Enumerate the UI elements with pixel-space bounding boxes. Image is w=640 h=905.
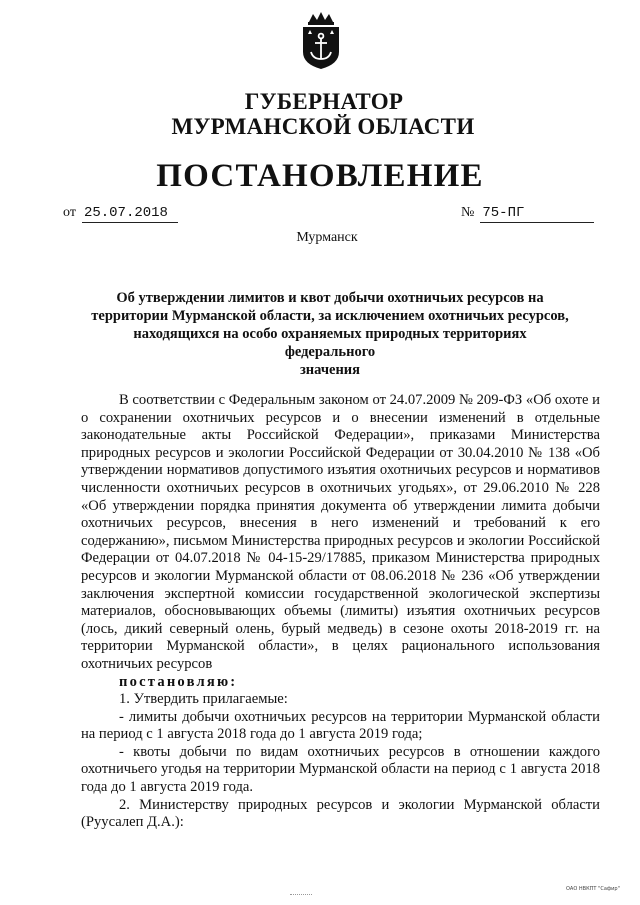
governor-title: ГУБЕРНАТОР (244, 89, 404, 114)
divider (290, 894, 312, 895)
decree-word: постановляю: (119, 673, 238, 690)
document-type: ПОСТАНОВЛЕНИЕ (156, 158, 484, 194)
date-row (63, 205, 178, 223)
coat-of-arms-icon (299, 12, 343, 70)
item-1-quotas: - квоты добычи по видам охотничьих ресурсов в отношении каждого охотничьего угодья на территории Мурманской области на период с 1 августа 2018 года до 1 августа 2019 года. (81, 743, 600, 796)
printer-mark: ОАО НВКПТ "Сафир" (566, 886, 620, 892)
document-title (90, 289, 570, 379)
title-line: находящихся на особо охраняемых природных территориях федерального (133, 326, 527, 360)
item-2: 2. Министерству природных ресурсов и экологии Мурманской области (Руусалеп Д.А.): (81, 796, 600, 831)
number-value: 75-ПГ (480, 205, 594, 223)
date-label: от (63, 205, 76, 220)
title-line: Об утверждении лимитов и квот добычи охотничьих ресурсов на (116, 290, 544, 306)
number-row (461, 205, 594, 223)
item-1-limits: - лимиты добычи охотничьих ресурсов на территории Мурманской области на период с 1 августа 2018 года до 1 августа 2019 года; (81, 708, 600, 743)
title-line: значения (299, 362, 361, 378)
title-line: территории Мурманской области, за исключением охотничьих ресурсов, (91, 308, 569, 324)
date-value: 25.07.2018 (82, 205, 178, 223)
city: Мурманск (296, 230, 358, 245)
preamble-paragraph: В соответствии с Федеральным законом от 24.07.2009 № 209-ФЗ «Об охоте и о сохранении охотничьих ресурсов и о внесении изменений в отдельные законодательные акты Российской Федерации», приказами Министерства природных ресурсов и экологии Российской Федерации от 30.04.2010 № 138 «Об утверждении нормативов допустимого изъятия охотничьих ресурсов и нормативов численности охотничьих ресурсов в охотничьих угодьях», от 29.06.2010 № 228 «Об утверждении порядка принятия документа об утверждении лимита добычи охотничьих ресурсов, внесения в него изменений и требований к его содержанию», письмом Министерства природных ресурсов и экологии Российской Федерации от 04.07.2018 № 04-15-29/17885, приказом Министерства природных ресурсов и экологии Мурманской области от 08.06.2018 № 236 «Об утверждении заключения экспертной комиссии государственной экологической экспертизы материалов, обосновывающих объемы (лимиты) изъятия охотничьих ресурсов (лось, дикий северный олень, бурый медведь) в сезоне охоты 2018-2019 гг. на территории Мурманской области», в целях рационального использования охотничьих ресурсов (81, 392, 600, 672)
item-1: 1. Утвердить прилагаемые: (119, 691, 288, 708)
region-title: МУРМАНСКОЙ ОБЛАСТИ (171, 114, 475, 139)
document-body (81, 392, 600, 832)
number-label: № (461, 205, 475, 220)
